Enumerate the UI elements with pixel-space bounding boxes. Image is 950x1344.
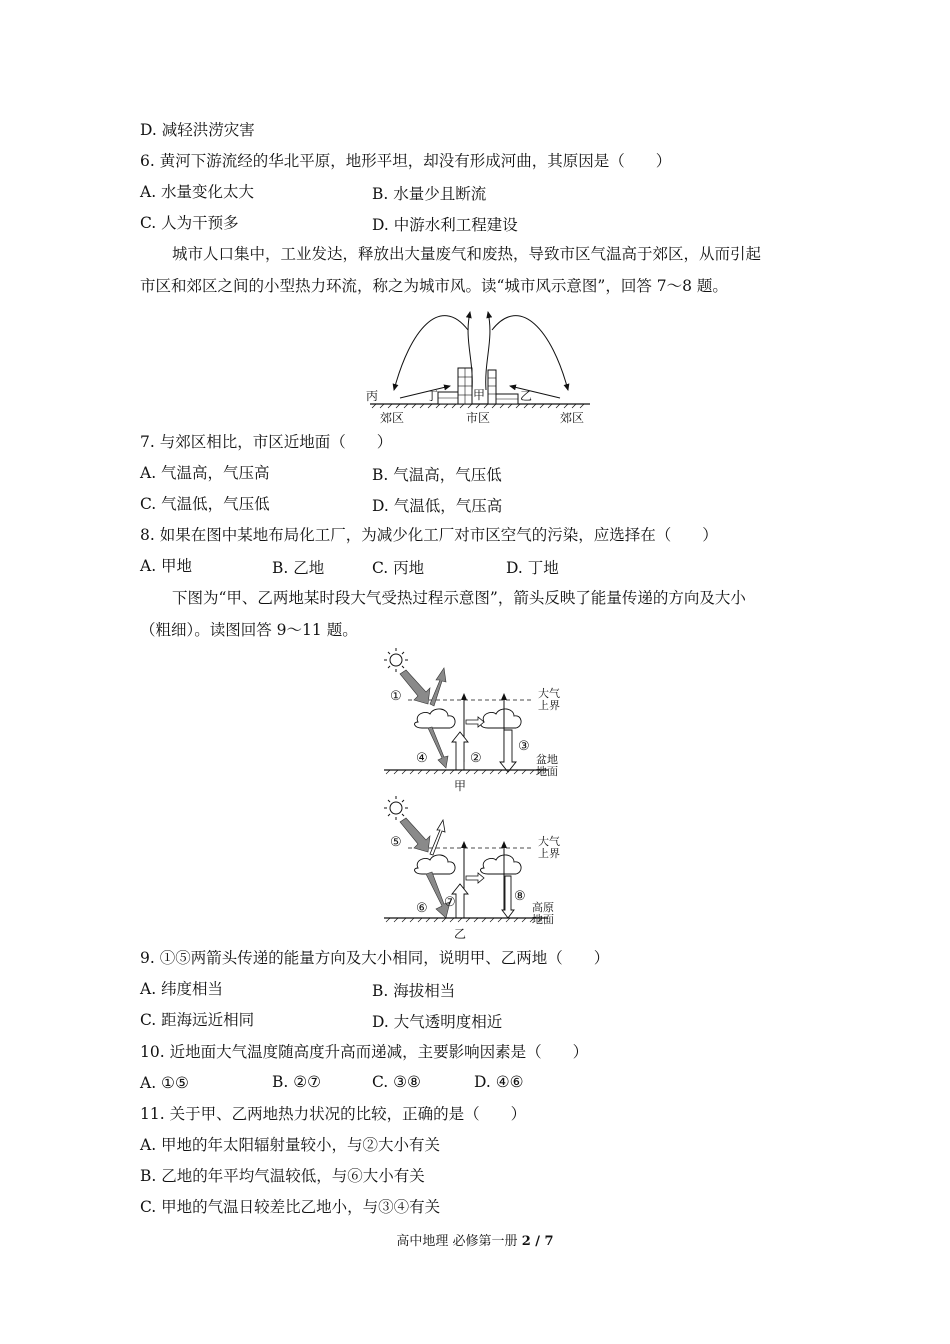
label-8: ⑧: [514, 889, 526, 904]
page-number: 2 / 7: [521, 1234, 554, 1249]
q7-option-b: B. 气温高，气压低: [372, 466, 502, 484]
page-footer: [0, 1230, 950, 1249]
label-atm-top-jia: 大气: [538, 687, 560, 700]
caption-jia: 甲: [454, 779, 467, 793]
label-6: ⑥: [416, 901, 428, 916]
q10-option-c: C. ③⑧: [372, 1073, 421, 1091]
q8-stem: 8. 如果在图中某地布局化工厂，为减少化工厂对市区空气的污染，应选择在（ ）: [140, 526, 718, 544]
label-7: ⑦: [444, 895, 456, 910]
q11-option-a: A. 甲地的年太阳辐射量较小，与②大小有关: [140, 1136, 441, 1154]
label-ground-jia: 地面: [536, 765, 558, 778]
label-ding: 丁: [426, 389, 439, 403]
label-suburb-left: 郊区: [380, 411, 405, 425]
caption-yi: 乙: [454, 927, 467, 941]
city-wind-diagram: [360, 300, 600, 428]
label-atm-bound-yi: 上界: [538, 847, 560, 860]
q10-stem: 10. 近地面大气温度随高度升高而递减，主要影响因素是（ ）: [140, 1043, 589, 1061]
label-2: ②: [470, 751, 482, 766]
label-city: 市区: [466, 411, 491, 425]
label-atm-bound-jia: 上界: [538, 699, 560, 712]
q10-option-b: B. ②⑦: [272, 1073, 322, 1091]
label-plateau: 高原: [532, 901, 554, 914]
heating-diagram-yi: [378, 792, 588, 942]
q9-option-b: B. 海拔相当: [372, 982, 456, 1000]
label-atm-top-yi: 大气: [538, 835, 560, 848]
label-yi: 乙: [520, 389, 533, 403]
q6-stem: 6. 黄河下游流经的华北平原，地形平坦，却没有形成河曲，其原因是（ ）: [140, 152, 672, 170]
label-3: ③: [518, 739, 530, 754]
label-suburb-right: 郊区: [560, 411, 585, 425]
q6-option-b: B. 水量少且断流: [372, 185, 487, 203]
passage1-line1: 城市人口集中，工业发达，释放出大量废气和废热，导致市区气温高于郊区，从而引起: [172, 245, 762, 263]
q8-option-d: D. 丁地: [506, 559, 559, 577]
q8-option-b: B. 乙地: [272, 559, 325, 577]
q10-option-a: A. ①⑤: [140, 1074, 189, 1092]
q11-stem: 11. 关于甲、乙两地热力状况的比较，正确的是（ ）: [140, 1105, 527, 1123]
passage2-line1: 下图为“甲、乙两地某时段大气受热过程示意图”，箭头反映了能量传递的方向及大小: [172, 589, 746, 607]
q11-option-c: C. 甲地的气温日较差比乙地小，与③④有关: [140, 1198, 441, 1216]
q11-option-b: B. 乙地的年平均气温较低，与⑥大小有关: [140, 1167, 425, 1185]
passage2-line2: （粗细）。读图回答 9～11 题。: [140, 621, 358, 639]
q8-option-c: C. 丙地: [372, 559, 425, 577]
q7-option-a: A. 气温高，气压高: [140, 464, 270, 482]
q9-option-c: C. 距海远近相同: [140, 1011, 255, 1029]
q7-option-d: D. 气温低，气压高: [372, 497, 503, 515]
label-bing: 丙: [366, 389, 379, 403]
q10-option-d: D. ④⑥: [474, 1073, 524, 1091]
footer-text: 高中地理 必修第一册: [396, 1234, 522, 1249]
q7-option-c: C. 气温低，气压低: [140, 495, 270, 513]
q6-option-c: C. 人为干预多: [140, 214, 239, 232]
label-jia: 甲: [473, 388, 486, 402]
q9-option-d: D. 大气透明度相近: [372, 1013, 503, 1031]
label-ground-yi: 地面: [532, 913, 554, 926]
heating-diagram-jia: [378, 644, 588, 794]
label-basin: 盆地: [536, 753, 558, 766]
q9-stem: 9. ①⑤两箭头传递的能量方向及大小相同，说明甲、乙两地（ ）: [140, 949, 610, 967]
q5-option-d: D. 减轻洪涝灾害: [140, 121, 255, 139]
q9-option-a: A. 纬度相当: [140, 980, 224, 998]
q6-option-d: D. 中游水利工程建设: [372, 216, 518, 234]
label-1: ①: [390, 689, 402, 704]
label-4: ④: [416, 751, 428, 766]
q7-stem: 7. 与郊区相比，市区近地面（ ）: [140, 433, 393, 451]
passage1-line2: 市区和郊区之间的小型热力环流，称之为城市风。读“城市风示意图”，回答 7～8 题。: [140, 277, 728, 295]
label-5: ⑤: [390, 835, 402, 850]
q6-option-a: A. 水量变化太大: [140, 183, 255, 201]
q8-option-a: A. 甲地: [140, 557, 193, 575]
